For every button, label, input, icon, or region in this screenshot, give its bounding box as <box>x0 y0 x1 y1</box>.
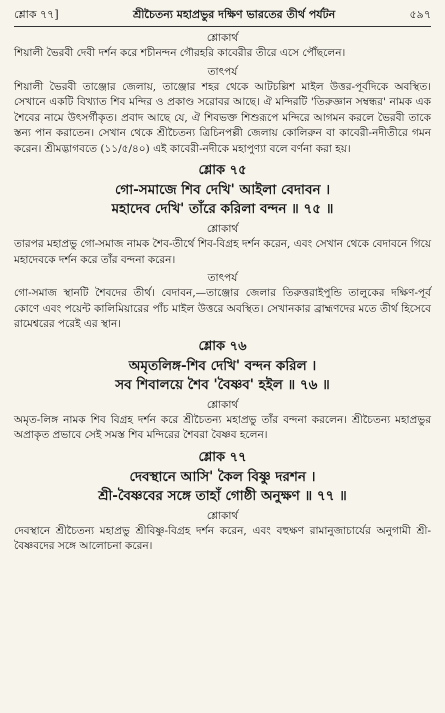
verse-line: অমৃতলিঙ্গ-শিব দেখি' বন্দন করিল । <box>128 357 317 374</box>
verse-heading: শ্লোক ৭৭ <box>198 449 247 465</box>
purport-label: তাৎপর্য <box>207 272 238 284</box>
purport-label: তাৎপর্য <box>207 65 238 78</box>
page-number: ৫৯৭ <box>409 8 431 21</box>
translation-text: দেবস্থানে শ্রীচৈতন্য মহাপ্রভু শ্রীবিষ্ণু-বিগ্রহ দর্শন করেন, এবং বহুক্ষণ রামানুজাচার্যের অনুগামী শ্রী-বৈষ্ণবদের সঙ্গে আলোচনা করেন। <box>14 524 431 552</box>
verse-heading: শ্লোক ৭৫ <box>198 163 247 178</box>
header-rule <box>14 26 431 27</box>
running-header <box>14 6 431 24</box>
translation-text: শিয়ালী ভৈরবী দেবী দর্শন করে শচীনন্দন গৌরহরি কাবেরীর তীরে এসে পৌঁছলেন। <box>14 47 346 59</box>
header-verse-ref: শ্লোক ৭৭] <box>14 8 59 21</box>
purport-text: গো-সমাজ স্থানটি শৈবদের তীর্থ। বেদাবন,—তাঞ্জোর জেলার তিরুত্তরাইপুন্ডি তালুকের দক্ষিণ-পূর্ব কোণে এবং পয়েন্ট কালিমিয়ারের পাঁচ মাইল উত্তরে অবস্থিত। সেখানকার ব্রাহ্মণদের মতে তীর্থ হিসেবে রামেশ্বরের পরেই এর স্থান। <box>14 287 431 330</box>
purport-text: শিয়ালী ভৈরবী তাঞ্জোর জেলায়, তাঞ্জোর শহর থেকে আটচল্লিশ মাইল উত্তর-পূর্বদিকে অবস্থিত। সেখানে একটি বিখ্যাত শিব মন্দির ও প্রকাণ্ড সরোবর আছে। ঐ মন্দিরটি 'তিরুজ্ঞান সম্বন্ধর' নামক এক শৈবের নামে উৎসর্গীকৃত। প্রবাদ আছে যে, ঐ শিবভক্ত শিশুরূপে মন্দিরে আগমন করলে ভৈরবী তাকে স্তন্য পান করাতেন। সেখান থেকে শ্রীচৈতন্য ত্রিচিনপল্লী জেলায় কোলিরুন বা কাবেরী-নদীতীরে গমন করেন। শ্রীমদ্ভাগবতে (১১/৫/৪০) এই কাবেরী-নদীকে মহাপুণ্যা বলে বর্ণনা করা হয়। <box>14 80 431 155</box>
header-title: শ্রীচৈতন্য মহাপ্রভুর দক্ষিণ ভারতের তীর্থ পর্যটন <box>132 8 336 21</box>
verse-line: শ্রী-বৈষ্ণবের সঙ্গে তাহাঁ গোষ্ঠী অনুক্ষণ ॥ ৭৭ ॥ <box>98 487 347 504</box>
translation-text: অমৃত-লিঙ্গ নামক শিব বিগ্রহ দর্শন করে শ্রীচৈতন্য মহাপ্রভু তাঁর বন্দনা করলেন। শ্রীচৈতন্য মহাপ্রভুর অপ্রাকৃত প্রভাবে সেই সমস্ত শিব মন্দিরের শৈবরা বৈষ্ণব হলেন। <box>14 413 431 441</box>
verse-heading: শ্লোক ৭৬ <box>198 338 247 354</box>
translation-label: শ্লোকার্থ <box>206 398 239 411</box>
translation-label: শ্লোকার্থ <box>206 32 239 44</box>
verse-line: গো-সমাজে শিব দেখি' আইলা বেদাবন । <box>114 182 331 198</box>
verse-line: সব শিবালয়ে শৈব 'বৈষ্ণব' হইল ॥ ৭৬ ॥ <box>115 376 330 393</box>
verse-line: মহাদেব দেখি' তাঁরে করিলা বন্দন ॥ ৭৫ ॥ <box>111 201 334 217</box>
translation-text: তারপর মহাপ্রভু গো-সমাজ নামক শৈব-তীর্থে শিব-বিগ্রহ দর্শন করেন, এবং সেখান থেকে বেদাবনে গিয়ে মহাদেবকে দর্শন করে তাঁর বন্দনা করেন। <box>14 238 431 266</box>
translation-label: শ্লোকার্থ <box>206 509 239 522</box>
verse-line: দেবস্থানে আসি' কৈল বিষ্ণু দরশন । <box>129 468 316 485</box>
translation-label: শ্লোকার্থ <box>206 223 239 235</box>
